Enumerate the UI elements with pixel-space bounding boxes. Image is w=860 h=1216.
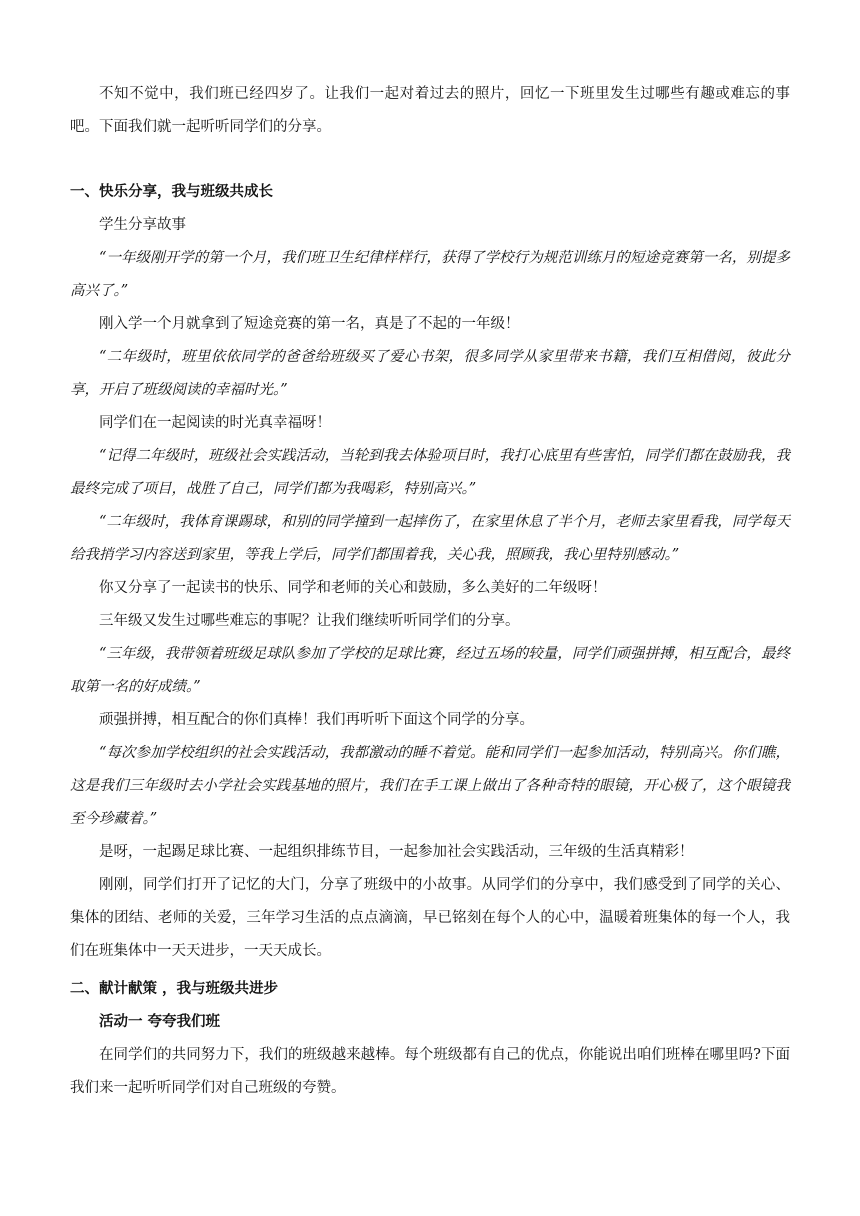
section-1-heading: 一、快乐分享，我与班级共成长 — [70, 184, 273, 200]
section-2-heading: 二、献计献策 ，我与班级共进步 — [70, 981, 279, 997]
teacher-comment: 三年级又发生过哪些难忘的事呢？让我们继续听听同学们的分享。 — [99, 613, 520, 629]
student-quote: “记得二年级时，班级社会实践活动，当轮到我去体验项目时，我打心底里有些害怕，同学们都在鼓励我，我最终完成了项目，战胜了自己，同学们都为我喝彩，特别高兴。” — [70, 448, 790, 497]
activity-title: 活动一 夸夸我们班 — [99, 1014, 221, 1030]
teacher-comment: 刚入学一个月就拿到了短途竞赛的第一名，真是了不起的一年级！ — [99, 316, 520, 332]
section-1-summary: 刚刚，同学们打开了记忆的大门，分享了班级中的小故事。从同学们的分享中，我们感受到了同学的关心、集体的团结、老师的关爱，三年学习生活的点点滴滴，早已铭刻在每个人的心中，温暖着班集体的每一个人，我们在班集体中一天天进步，一天天成长。 — [70, 877, 790, 959]
spacer — [70, 144, 790, 176]
student-quote: “二年级时，班里依依同学的爸爸给班级买了爱心书架，很多同学从家里带来书籍，我们互相借阅，彼此分享，开启了班级阅读的幸福时光。” — [70, 349, 790, 398]
teacher-comment: 你又分享了一起读书的快乐、同学和老师的关心和鼓励，多么美好的二年级呀！ — [99, 580, 607, 596]
student-quote: “每次参加学校组织的社会实践活动，我都激动的睡不着觉。能和同学们一起参加活动，特别高兴。你们瞧，这是我们三年级时去小学社会实践基地的照片，我们在手工课上做出了各种奇特的眼镜，开心极了，这个眼镜我至今珍藏着。” — [70, 745, 790, 827]
teacher-comment: 顽强拼搏，相互配合的你们真棒！我们再听听下面这个同学的分享。 — [99, 712, 534, 728]
teacher-comment: 是呀，一起踢足球比赛、一起组织排练节目，一起参加社会实践活动，三年级的生活真精彩！ — [99, 844, 694, 860]
intro-paragraph: 不知不觉中，我们班已经四岁了。让我们一起对着过去的照片，回忆一下班里发生过哪些有趣或难忘的事吧。下面我们就一起听听同学们的分享。 — [70, 86, 790, 135]
section-1-paragraph: 学生分享故事 — [99, 217, 186, 233]
section-2-paragraph: 在同学们的共同努力下，我们的班级越来越棒。每个班级都有自己的优点，你能说出咱们班棒在哪里吗?下面我们来一起听听同学们对自己班级的夸赞。 — [70, 1047, 790, 1096]
student-quote: “二年级时，我体育课踢球，和别的同学撞到一起摔伤了，在家里休息了半个月，老师去家里看我，同学每天给我捎学习内容送到家里，等我上学后，同学们都围着我，关心我，照顾我，我心里特别感动。” — [70, 514, 790, 563]
teacher-comment: 同学们在一起阅读的时光真幸福呀！ — [99, 415, 331, 431]
document-page — [70, 78, 790, 1105]
student-quote: “三年级，我带领着班级足球队参加了学校的足球比赛，经过五场的较量，同学们顽强拼搏，相互配合，最终取第一名的好成绩。” — [70, 646, 790, 695]
student-quote: “一年级刚开学的第一个月，我们班卫生纪律样样行，获得了学校行为规范训练月的短途竞赛第一名，别提多高兴了。” — [70, 250, 790, 299]
